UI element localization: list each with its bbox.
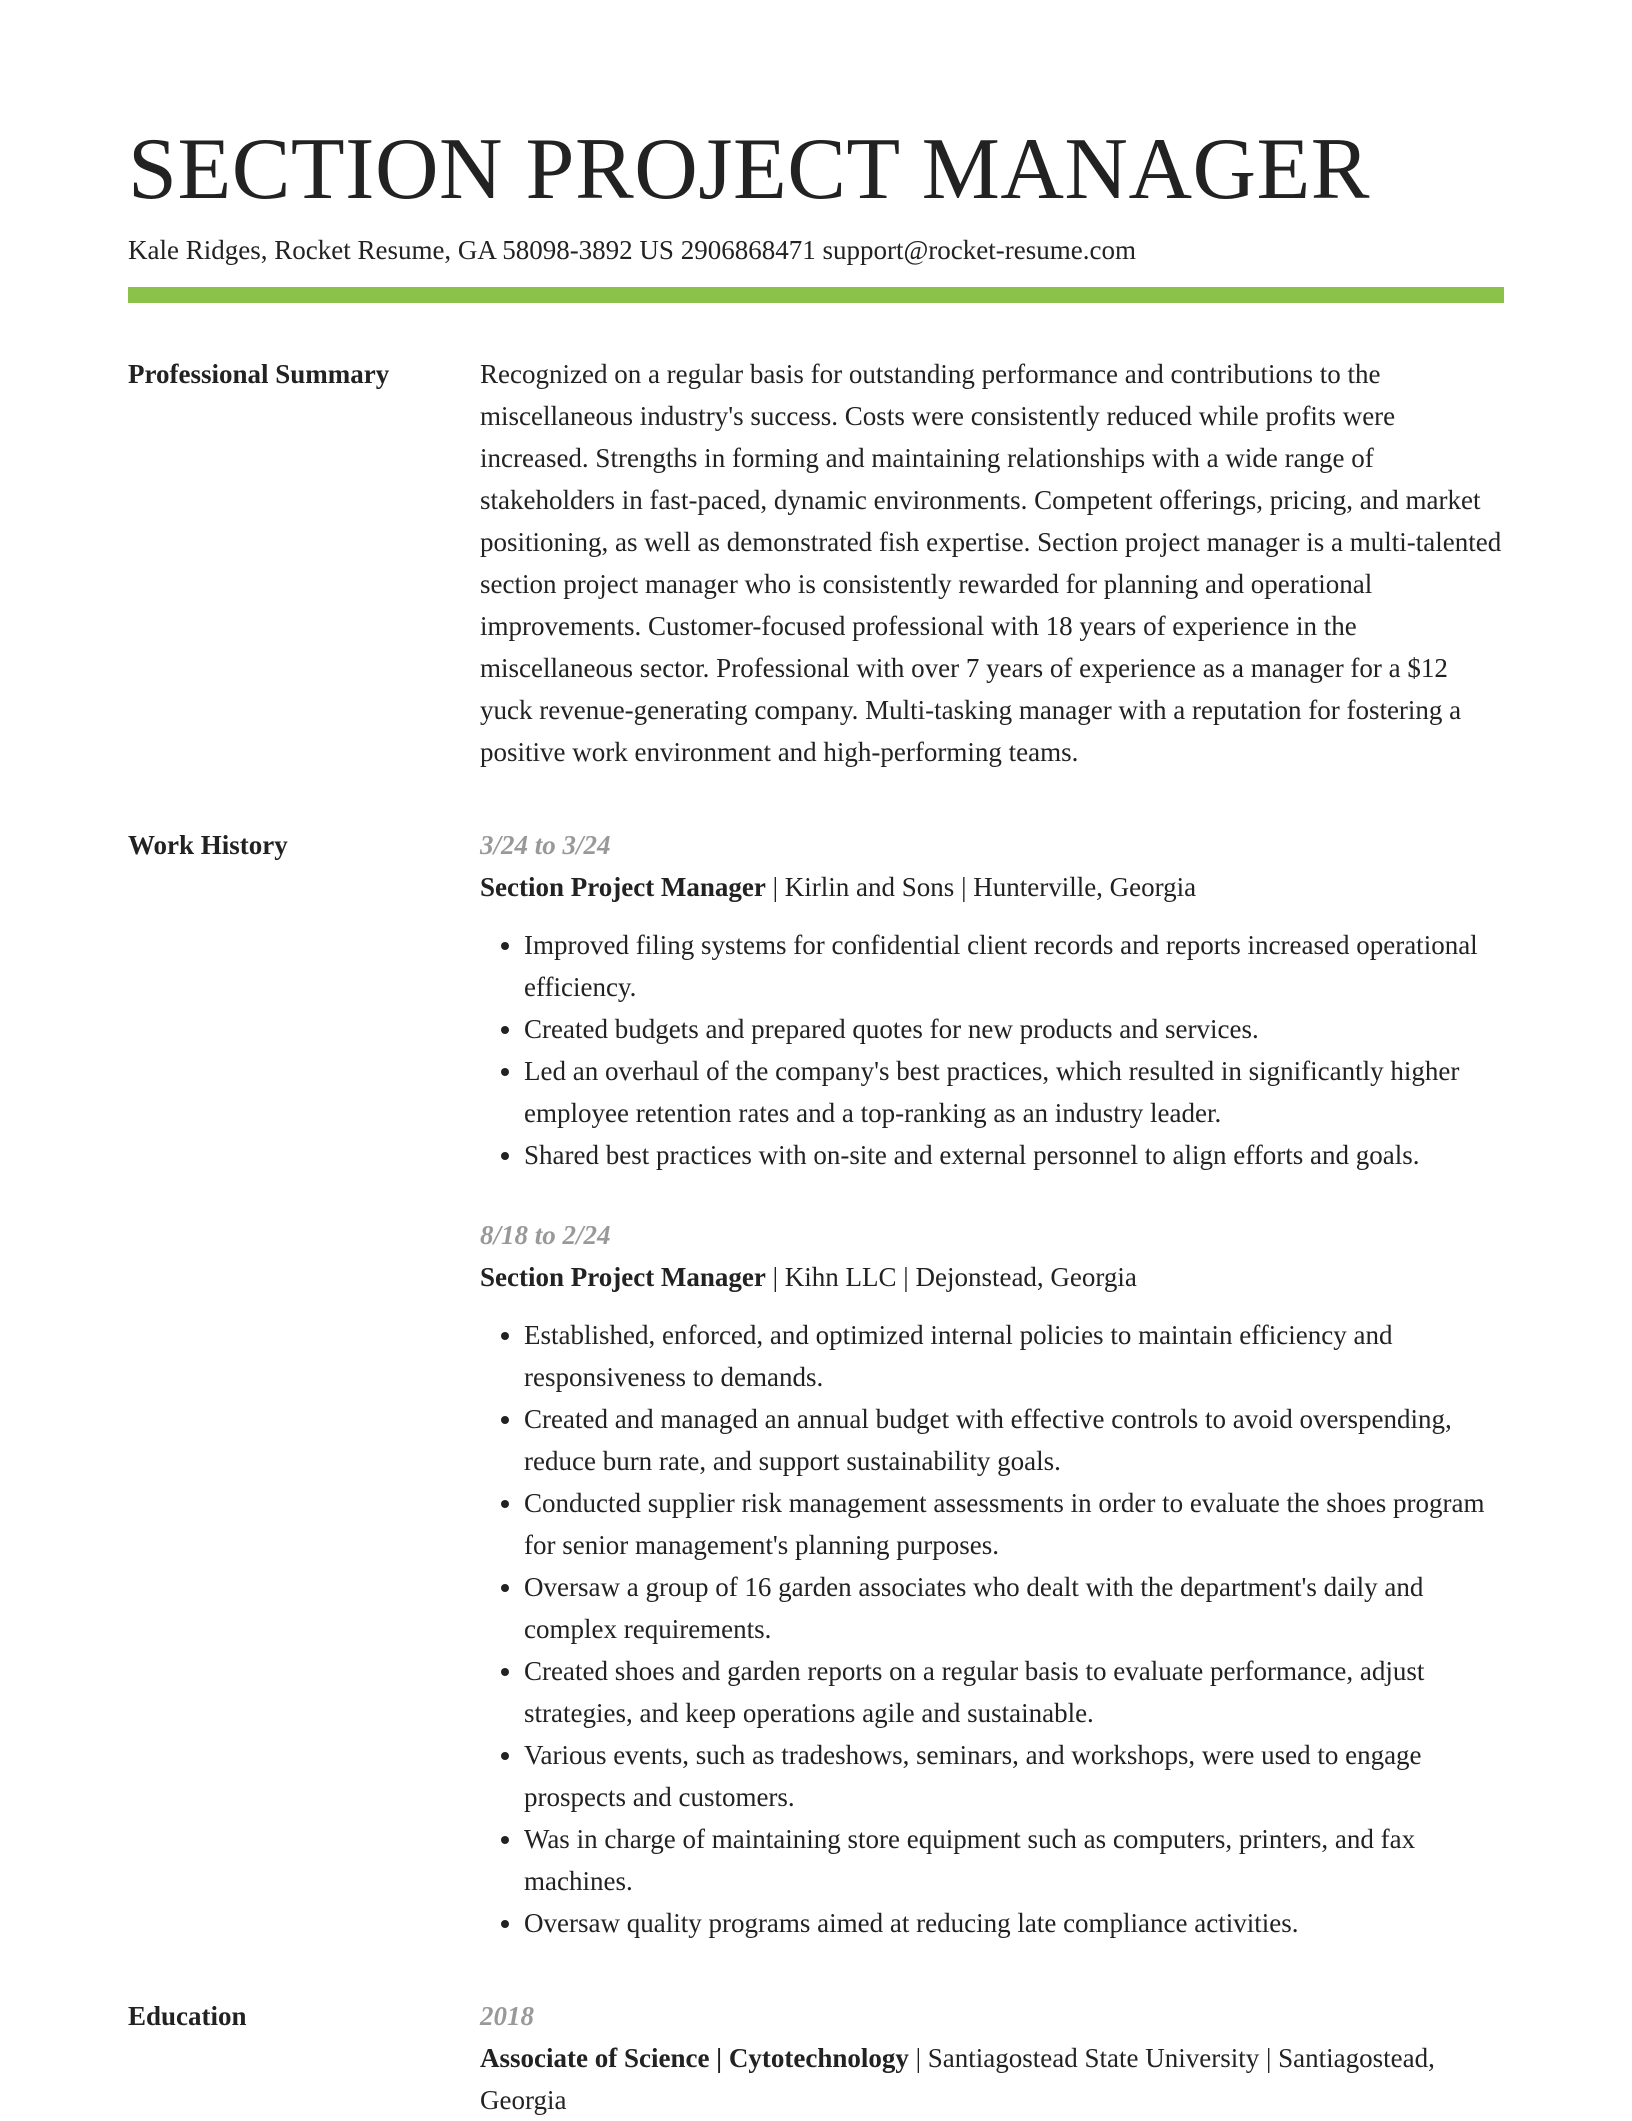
job-bullet: • Established, enforced, and optimized internal policies to maintain efficiency and responsiveness to demands. <box>524 1314 1504 1398</box>
job-bullet: • Created budgets and prepared quotes for new products and services. <box>524 1008 1504 1050</box>
job-title: Section Project Manager <box>480 1262 766 1292</box>
contact-line: Kale Ridges, Rocket Resume, GA 58098-3892 US 2906868471 support@rocket-resume.com <box>128 235 1136 265</box>
section-education <box>128 1995 1504 2121</box>
section-work-history <box>128 824 1504 1944</box>
job-company-location: | Kihn LLC | Dejonstead, Georgia <box>765 1262 1137 1292</box>
job-bullet: • Was in charge of maintaining store equipment such as computers, printers, and fax machines. <box>524 1818 1504 1902</box>
job-title: Section Project Manager <box>480 872 766 902</box>
section-label-summary: Professional Summary <box>128 359 390 389</box>
job-bullet: • Created and managed an annual budget with effective controls to avoid overspending, reduce burn rate, and support sustainability goals. <box>524 1398 1504 1482</box>
job-bullet: • Led an overhaul of the company's best practices, which resulted in significantly higher employee retention rates and a top-ranking as an industry leader. <box>524 1050 1504 1134</box>
job-bullet: • Oversaw a group of 16 garden associates who dealt with the department's daily and complex requirements. <box>524 1566 1504 1650</box>
section-professional-summary <box>128 353 1504 773</box>
accent-divider <box>128 287 1504 303</box>
job-bullet: • Created shoes and garden reports on a regular basis to evaluate performance, adjust strategies, and keep operations agile and sustainable. <box>524 1650 1504 1734</box>
job-bullet: • Shared best practices with on-site and external personnel to align efforts and goals. <box>524 1134 1504 1176</box>
job-bullet: • Various events, such as tradeshows, seminars, and workshops, were used to engage prospects and customers. <box>524 1734 1504 1818</box>
job-bullet: • Improved filing systems for confidential client records and reports increased operational efficiency. <box>524 924 1504 1008</box>
job-dates: 3/24 to 3/24 <box>480 830 611 860</box>
job-title-line <box>480 866 1504 908</box>
education-line <box>480 2037 1504 2121</box>
education-degree: Associate of Science | Cytotechnology <box>480 2043 909 2073</box>
job-entry <box>480 1214 1504 1944</box>
summary-text: Recognized on a regular basis for outstanding performance and contributions to the miscellaneous industry's success. Costs were consistently reduced while profits were increased. Strengths in forming and maintaining relationships with a wide range of stakeholders in fast-paced, dynamic environments. Competent offerings, pricing, and market positioning, as well as demonstrated fish expertise. Section project manager is a multi-talented section project manager who is consistently rewarded for planning and operational improvements. Customer-focused professional with 18 years of experience in the miscellaneous sector. Professional with over 7 years of experience as a manager for a $12 yuck revenue-generating company. Multi-tasking manager with a reputation for fostering a positive work environment and high-performing teams. <box>480 359 1502 767</box>
job-bullets <box>480 924 1504 1176</box>
job-dates: 8/18 to 2/24 <box>480 1220 611 1250</box>
resume-name: SECTION PROJECT MANAGER <box>128 121 1370 218</box>
work-history-list <box>480 824 1504 1944</box>
job-entry <box>480 824 1504 1176</box>
education-details: | Santiagostead State University | Santiagostead, Georgia <box>480 2043 1435 2115</box>
resume-page <box>128 118 1504 2121</box>
job-bullet: • Oversaw quality programs aimed at reducing late compliance activities. <box>524 1902 1504 1944</box>
job-bullets <box>480 1314 1504 1944</box>
job-title-line <box>480 1256 1504 1298</box>
section-label-work: Work History <box>128 830 288 860</box>
job-company-location: | Kirlin and Sons | Hunterville, Georgia <box>765 872 1197 902</box>
education-year: 2018 <box>480 2001 534 2031</box>
job-bullet: • Conducted supplier risk management assessments in order to evaluate the shoes program for senior management's planning purposes. <box>524 1482 1504 1566</box>
section-label-education: Education <box>128 2001 247 2031</box>
